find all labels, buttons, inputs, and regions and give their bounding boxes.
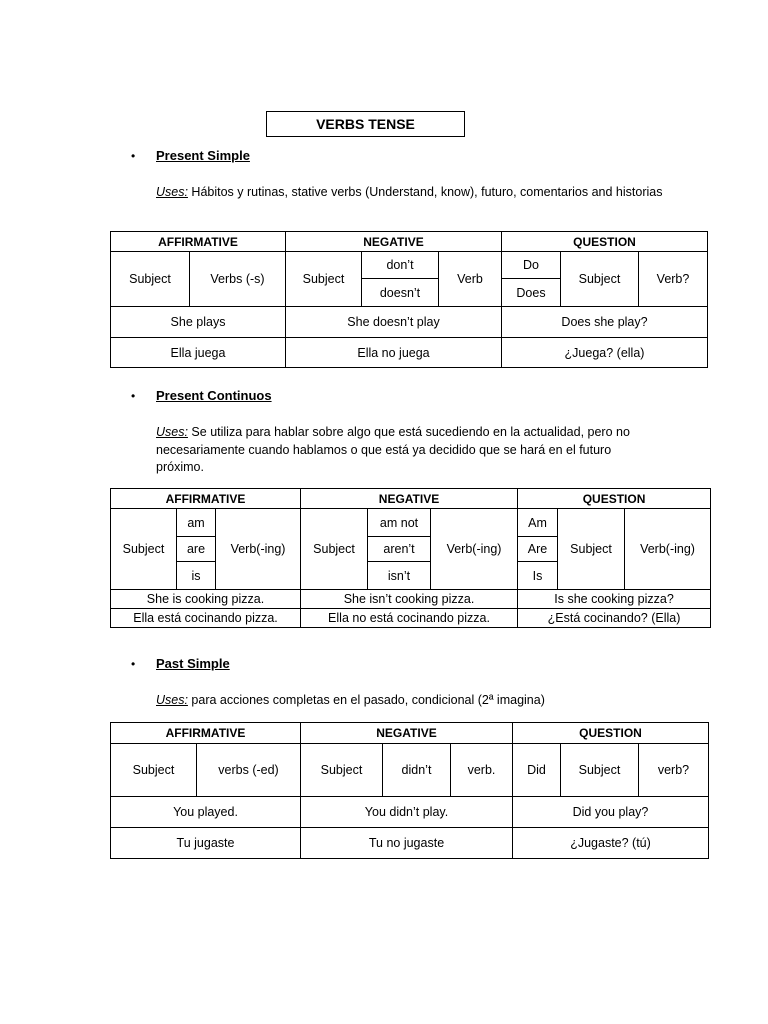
table-cell: She plays [111,307,286,338]
bullet-icon: • [131,657,136,671]
table-cell: Verbs (-s) [190,252,286,307]
table-cell: You played. [111,797,301,828]
table-cell: Tu no jugaste [301,828,513,859]
table-cell: She doesn’t play [286,307,502,338]
table-cell: Does [502,279,561,307]
table-row [111,828,709,859]
table-cell: Subject [301,509,368,590]
table-cell: Are [518,537,558,562]
uses-label: Uses: [156,693,188,707]
table-cell: is [177,562,216,590]
uses-label: Uses: [156,185,188,199]
table-cell: Verb [439,252,502,307]
table-cell: Is [518,562,558,590]
header-question: QUESTION [513,723,709,744]
header-affirmative: AFFIRMATIVE [111,723,301,744]
table-cell: verbs (-ed) [197,744,301,797]
uses-present-continuos [156,424,656,477]
table-row [111,307,708,338]
uses-text: para acciones completas en el pasado, condicional (2ª imagina) [187,693,545,707]
table-cell: Tu jugaste [111,828,301,859]
header-negative: NEGATIVE [301,723,513,744]
section-heading-past-simple: Past Simple [156,656,230,671]
table-header-row [111,723,709,744]
table-cell: ¿Jugaste? (tú) [513,828,709,859]
table-cell: Verb(-ing) [216,509,301,590]
table-cell: verb. [451,744,513,797]
table-row [111,252,708,279]
table-cell: Is she cooking pizza? [518,590,711,609]
table-cell: Ella no juega [286,338,502,368]
table-row [111,609,711,628]
table-cell: Verb(-ing) [431,509,518,590]
table-cell: don’t [362,252,439,279]
table-cell: Does she play? [502,307,708,338]
table-cell: Ella está cocinando pizza. [111,609,301,628]
table-cell: Subject [301,744,383,797]
uses-past-simple [156,692,676,710]
header-negative: NEGATIVE [286,232,502,252]
uses-text: Hábitos y rutinas, stative verbs (Understand, know), futuro, comentarios and historias [187,185,663,199]
uses-present-simple [156,184,676,202]
table-cell: Verb(-ing) [625,509,711,590]
table-header-row [111,489,711,509]
table-cell: didn’t [383,744,451,797]
table-cell: Do [502,252,561,279]
table-cell: Ella juega [111,338,286,368]
table-cell: Ella no está cocinando pizza. [301,609,518,628]
table-cell: Subject [286,252,362,307]
table-cell: Subject [561,744,639,797]
header-affirmative: AFFIRMATIVE [111,232,286,252]
table-cell: Verb? [639,252,708,307]
table-row [111,744,709,797]
uses-label: Uses: [156,425,188,439]
table-row [111,590,711,609]
table-row [111,338,708,368]
table-cell: aren’t [368,537,431,562]
table-cell: She isn’t cooking pizza. [301,590,518,609]
bullet-icon: • [131,149,136,163]
header-question: QUESTION [518,489,711,509]
table-cell: am not [368,509,431,537]
table-header-row [111,232,708,252]
section-heading-present-simple: Present Simple [156,148,250,163]
uses-text: Se utiliza para hablar sobre algo que está sucediendo en la actualidad, pero no necesariamente cuando hablamos o que está ya decidido que se hará en el futuro próximo. [156,425,630,474]
table-present-simple [110,231,708,368]
table-cell: ¿Está cocinando? (Ella) [518,609,711,628]
header-question: QUESTION [502,232,708,252]
bullet-icon: • [131,389,136,403]
table-cell: Subject [111,252,190,307]
table-cell: She is cooking pizza. [111,590,301,609]
table-cell: Did you play? [513,797,709,828]
table-past-simple [110,722,709,859]
table-cell: Subject [561,252,639,307]
table-cell: doesn’t [362,279,439,307]
table-cell: Did [513,744,561,797]
header-negative: NEGATIVE [301,489,518,509]
page-title: VERBS TENSE [266,111,465,137]
table-cell: are [177,537,216,562]
table-cell: You didn’t play. [301,797,513,828]
section-heading-present-continuos: Present Continuos [156,388,272,403]
header-affirmative: AFFIRMATIVE [111,489,301,509]
table-cell: verb? [639,744,709,797]
table-cell: Subject [111,509,177,590]
table-row [111,797,709,828]
table-cell: isn’t [368,562,431,590]
table-cell: Subject [558,509,625,590]
table-row [111,509,711,537]
table-cell: Subject [111,744,197,797]
table-present-continuos [110,488,711,628]
table-cell: Am [518,509,558,537]
table-cell: am [177,509,216,537]
table-cell: ¿Juega? (ella) [502,338,708,368]
